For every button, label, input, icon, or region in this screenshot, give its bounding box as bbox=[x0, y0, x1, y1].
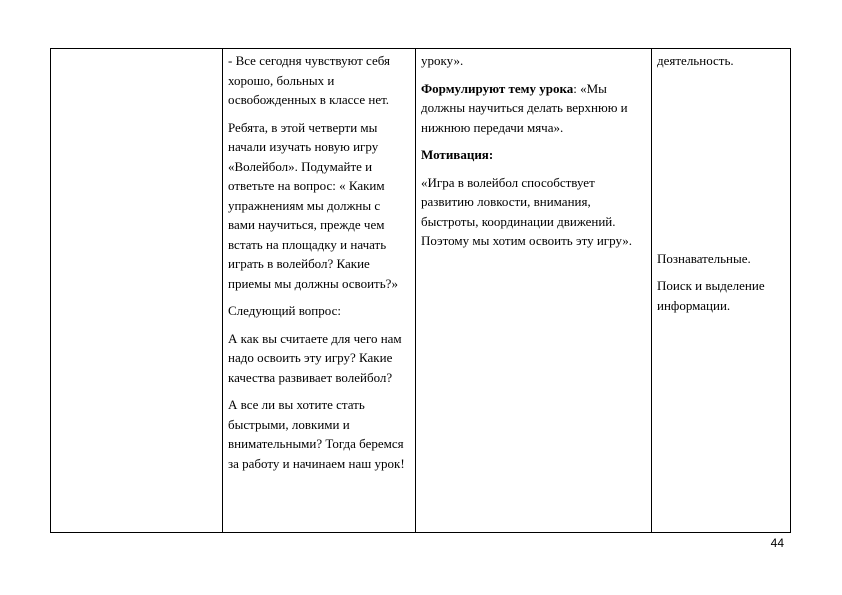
student-activity-cell bbox=[416, 49, 652, 533]
paragraph: - Все сегодня чувствуют себя хорошо, больных и освобожденных в классе нет. bbox=[228, 53, 391, 107]
lesson-plan-table bbox=[50, 48, 791, 533]
paragraph: Следующий вопрос: bbox=[228, 303, 341, 318]
bold-label: Мотивация: bbox=[421, 147, 494, 162]
paragraph: уроку». bbox=[421, 53, 464, 68]
uud-cell bbox=[652, 49, 791, 533]
page-number: 44 bbox=[770, 536, 784, 550]
paragraph bbox=[421, 145, 646, 165]
paragraph bbox=[421, 79, 646, 138]
paragraph: Ребята, в этой четверти мы начали изучать новую игру «Волейбол». Подумайте и ответьте на вопрос: « Каким упражнениям мы должны с вами научиться, прежде чем встать на площадку и начать играть в волейбол? Какие приемы мы должны освоить?» bbox=[228, 119, 398, 291]
bold-label: Формулируют тему урока bbox=[421, 80, 574, 96]
paragraph-text: : «Мы должны научиться делать верхнюю и нижнюю передачи мяча». bbox=[421, 80, 628, 135]
table-row bbox=[51, 49, 791, 533]
paragraph: А все ли вы хотите стать быстрыми, ловкими и внимательными? Тогда беремся за работу и начинаем наш урок! bbox=[228, 397, 405, 471]
empty-cell bbox=[51, 49, 223, 533]
paragraph: Поиск и выделение информации. bbox=[657, 278, 765, 313]
paragraph: деятельность. bbox=[657, 53, 734, 68]
paragraph: А как вы считаете для чего нам надо освоить эту игру? Какие качества развивает волейбол? bbox=[228, 330, 402, 385]
spacer bbox=[657, 79, 785, 249]
teacher-activity-cell bbox=[223, 49, 416, 533]
paragraph: «Игра в волейбол способствует развитию ловкости, внимания, быстроты, координации движений. Поэтому мы хотим освоить эту игру». bbox=[421, 174, 633, 248]
paragraph: Познавательные. bbox=[657, 250, 751, 266]
